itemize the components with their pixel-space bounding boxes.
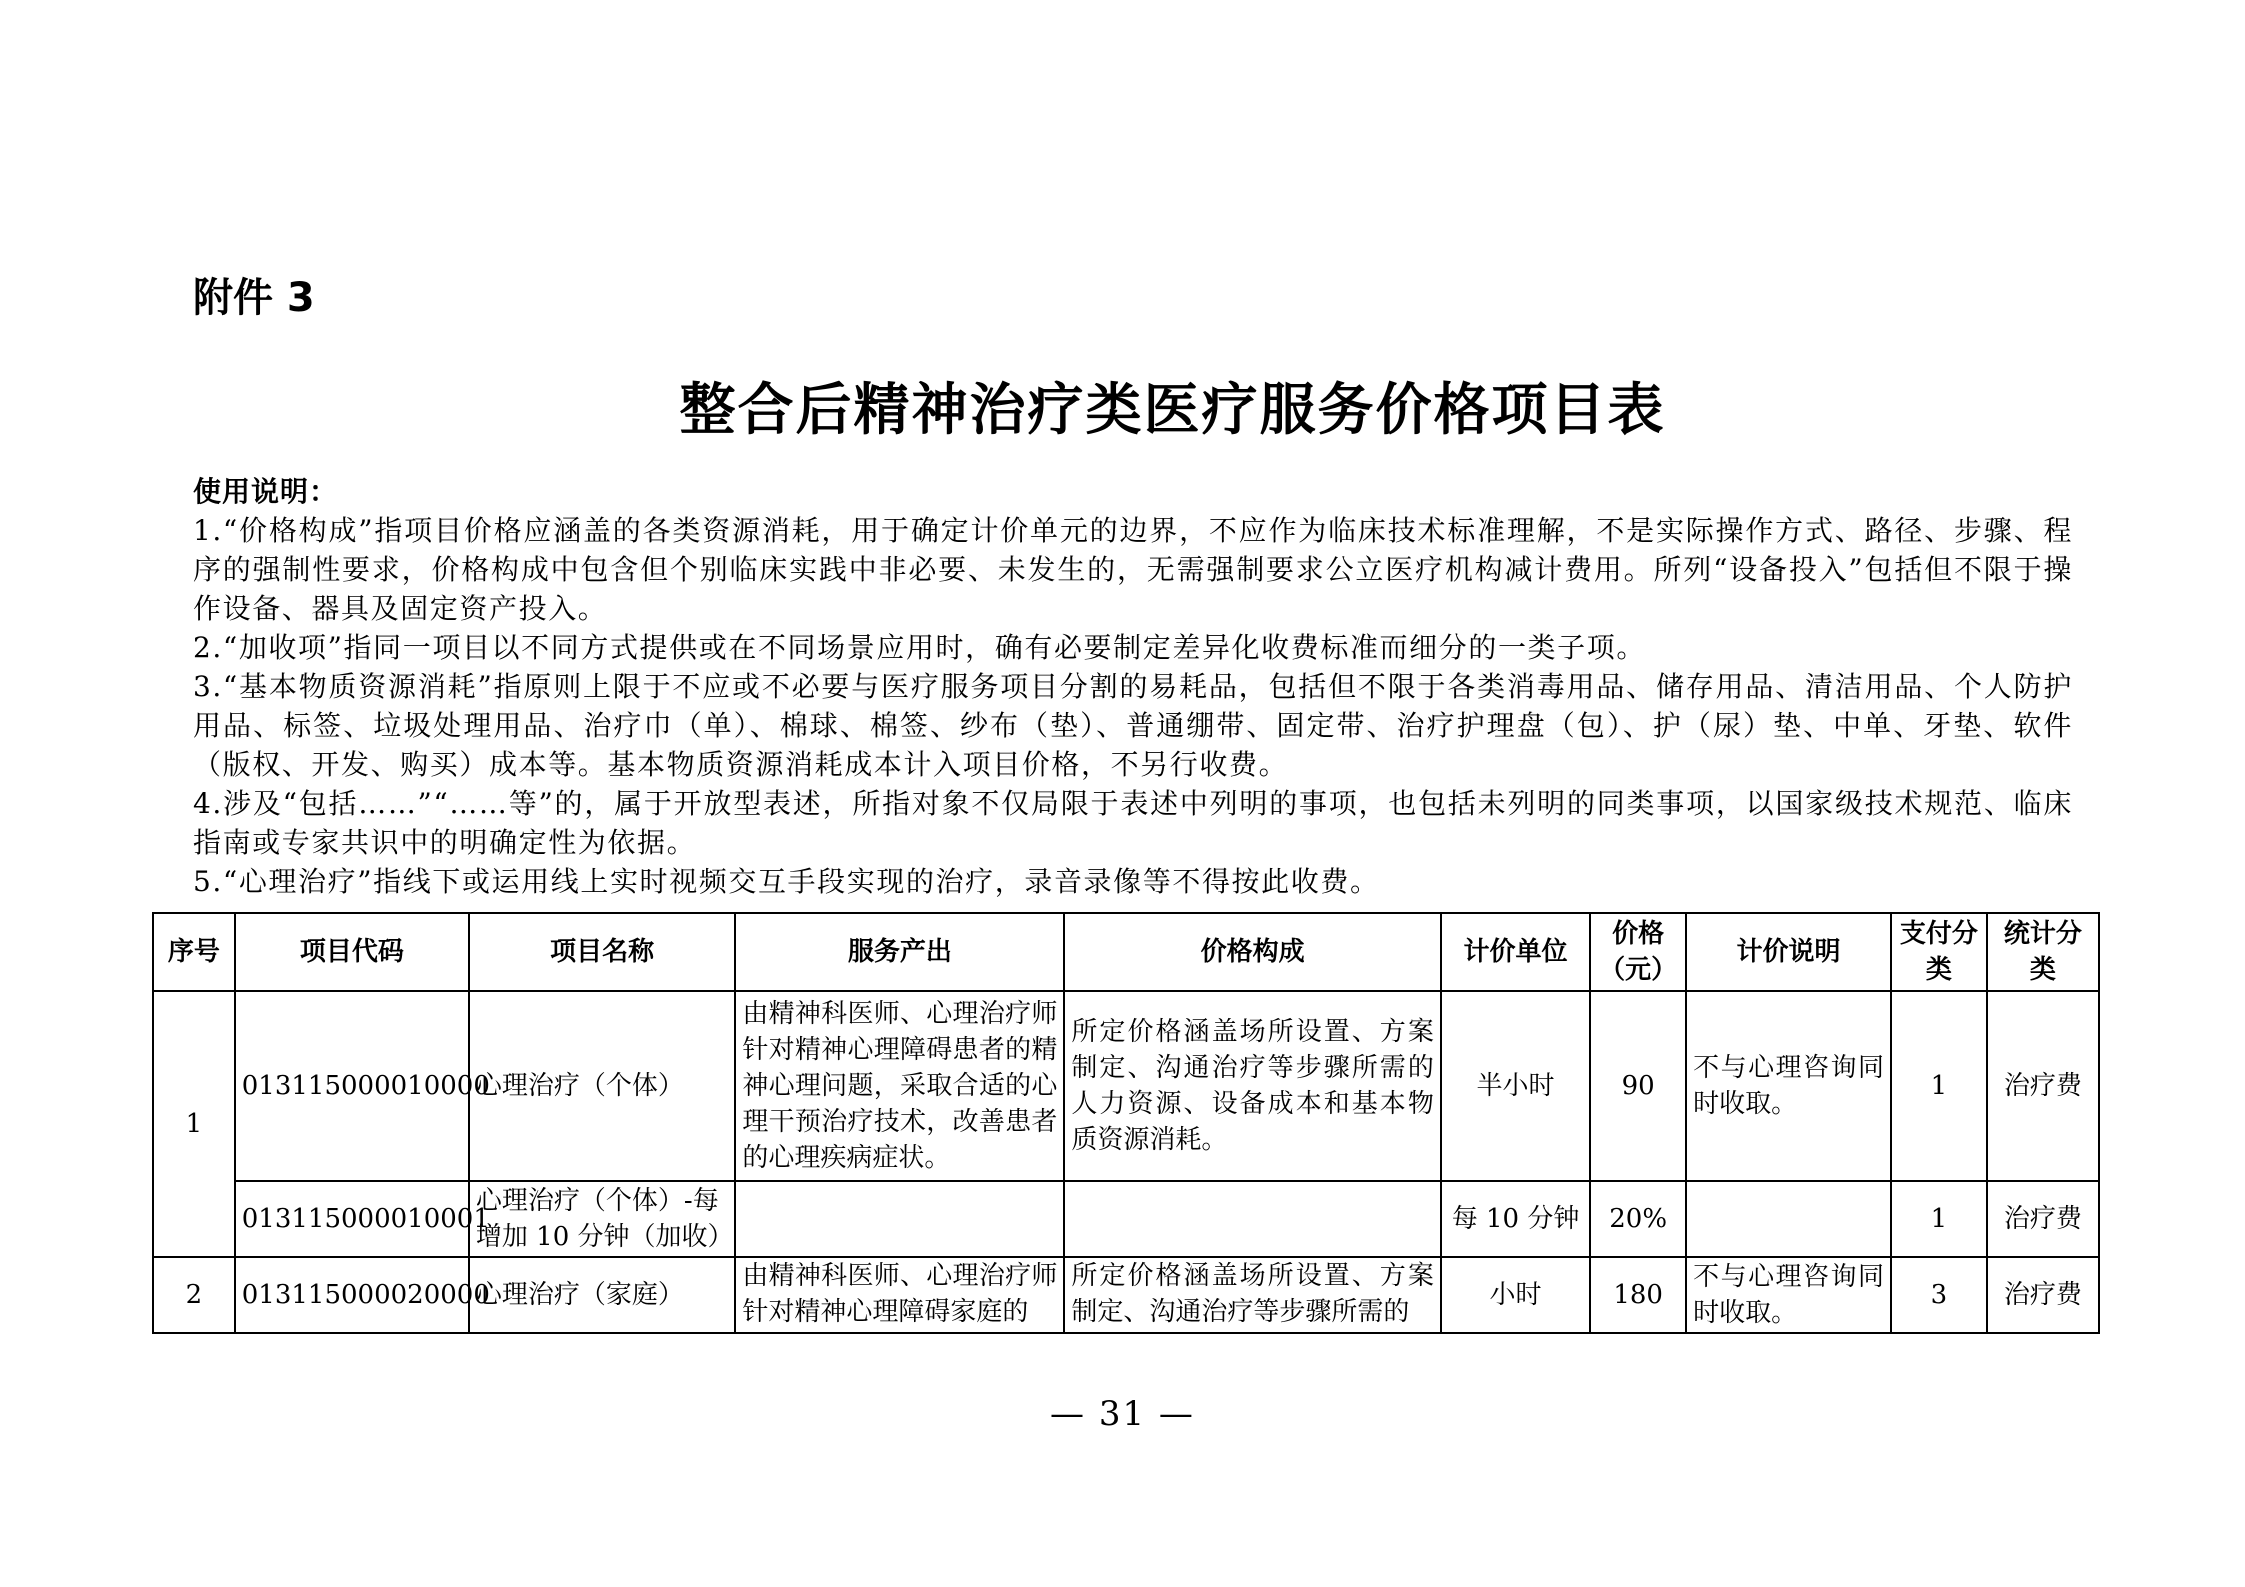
- header-composition: 价格构成: [1064, 913, 1440, 991]
- cell-seq: 2: [153, 1257, 235, 1333]
- cell-output: 由精神科医师、心理治疗师针对精神心理障碍家庭的: [742, 1261, 1058, 1327]
- cell-pay-category: 3: [1891, 1257, 1987, 1333]
- cell-unit: 半小时: [1441, 991, 1590, 1181]
- usage-note: 2.“加收项”指同一项目以不同方式提供或在不同场景应用时，确有必要制定差异化收费标准而细分的一类子项。: [193, 631, 1646, 664]
- usage-notes: [193, 472, 2073, 901]
- cell-unit: 小时: [1441, 1257, 1590, 1333]
- cell-composition: 所定价格涵盖场所设置、方案制定、沟通治疗等步骤所需的人力资源、设备成本和基本物质资源消耗。: [1064, 991, 1440, 1181]
- document-title: 整合后精神治疗类医疗服务价格项目表: [679, 377, 1666, 443]
- cell-price: 90: [1590, 991, 1686, 1181]
- header-pay-category: 支付分类: [1891, 913, 1987, 991]
- cell-code: 013115000020000: [235, 1257, 469, 1333]
- header-seq: 序号: [153, 913, 235, 991]
- usage-note: 5.“心理治疗”指线下或运用线上实时视频交互手段实现的治疗，录音录像等不得按此收费。: [193, 865, 1380, 898]
- usage-notes-heading: 使用说明：: [193, 475, 339, 508]
- cell-note: 不与心理咨询同时收取。: [1686, 991, 1891, 1181]
- cell-name: 心理治疗（家庭）: [469, 1257, 735, 1333]
- header-name: 项目名称: [469, 913, 735, 991]
- cell-price: 20%: [1590, 1181, 1686, 1257]
- table-row: [153, 991, 2099, 1181]
- cell-pay-category: 1: [1891, 991, 1987, 1181]
- table-header-row: [153, 913, 2099, 991]
- usage-note: 3.“基本物质资源消耗”指原则上限于不应或不必要与医疗服务项目分割的易耗品，包括但不限于各类消毒用品、储存用品、清洁用品、个人防护用品、标签、垃圾处理用品、治疗巾（单）、棉球、棉签、纱布（垫）、普通绷带、固定带、治疗护理盘（包）、护（尿）垫、中单、牙垫、软件（版权、开发、购买）成本等。基本物质资源消耗成本计入项目价格，不另行收费。: [193, 670, 2073, 781]
- cell-note: 不与心理咨询同时收取。: [1686, 1257, 1891, 1333]
- cell-output: [735, 1181, 1064, 1257]
- header-code: 项目代码: [235, 913, 469, 991]
- cell-code: 013115000010001: [235, 1181, 469, 1257]
- cell-stat-category: 治疗费: [1987, 1181, 2099, 1257]
- usage-note: 4.涉及“包括……”“……等”的，属于开放型表述，所指对象不仅局限于表述中列明的事项，也包括未列明的同类事项，以国家级技术规范、临床指南或专家共识中的明确定性为依据。: [193, 787, 2073, 859]
- cell-stat-category: 治疗费: [1987, 991, 2099, 1181]
- cell-name: 心理治疗（个体）-每增加 10 分钟（加收）: [469, 1181, 735, 1257]
- cell-composition: 所定价格涵盖场所设置、方案制定、沟通治疗等步骤所需的: [1071, 1261, 1434, 1327]
- table-row: [153, 1257, 2099, 1333]
- header-stat-category: 统计分类: [1987, 913, 2099, 991]
- cell-note: [1686, 1181, 1891, 1257]
- table-row: [153, 1181, 2099, 1257]
- cell-name: 心理治疗（个体）: [469, 991, 735, 1181]
- header-price: 价格（元）: [1590, 913, 1686, 991]
- header-note: 计价说明: [1686, 913, 1891, 991]
- cell-composition: [1064, 1181, 1440, 1257]
- header-unit: 计价单位: [1441, 913, 1590, 991]
- cell-pay-category: 1: [1891, 1181, 1987, 1257]
- cell-unit: 每 10 分钟: [1441, 1181, 1590, 1257]
- cell-code: 013115000010000: [235, 991, 469, 1181]
- attachment-label: 附件 3: [193, 275, 315, 321]
- cell-stat-category: 治疗费: [1987, 1257, 2099, 1333]
- usage-note: 1.“价格构成”指项目价格应涵盖的各类资源消耗，用于确定计价单元的边界，不应作为临床技术标准理解，不是实际操作方式、路径、步骤、程序的强制性要求，价格构成中包含但个别临床实践中非必要、未发生的，无需强制要求公立医疗机构减计费用。所列“设备投入”包括但不限于操作设备、器具及固定资产投入。: [193, 514, 2073, 625]
- header-output: 服务产出: [735, 913, 1064, 991]
- cell-price: 180: [1590, 1257, 1686, 1333]
- page-number: — 31 —: [1050, 1394, 1195, 1434]
- cell-seq: 1: [153, 991, 235, 1257]
- cell-output: 由精神科医师、心理治疗师针对精神心理障碍患者的精神心理问题，采取合适的心理干预治疗技术，改善患者的心理疾病症状。: [735, 991, 1064, 1181]
- price-item-table: [152, 912, 2100, 1334]
